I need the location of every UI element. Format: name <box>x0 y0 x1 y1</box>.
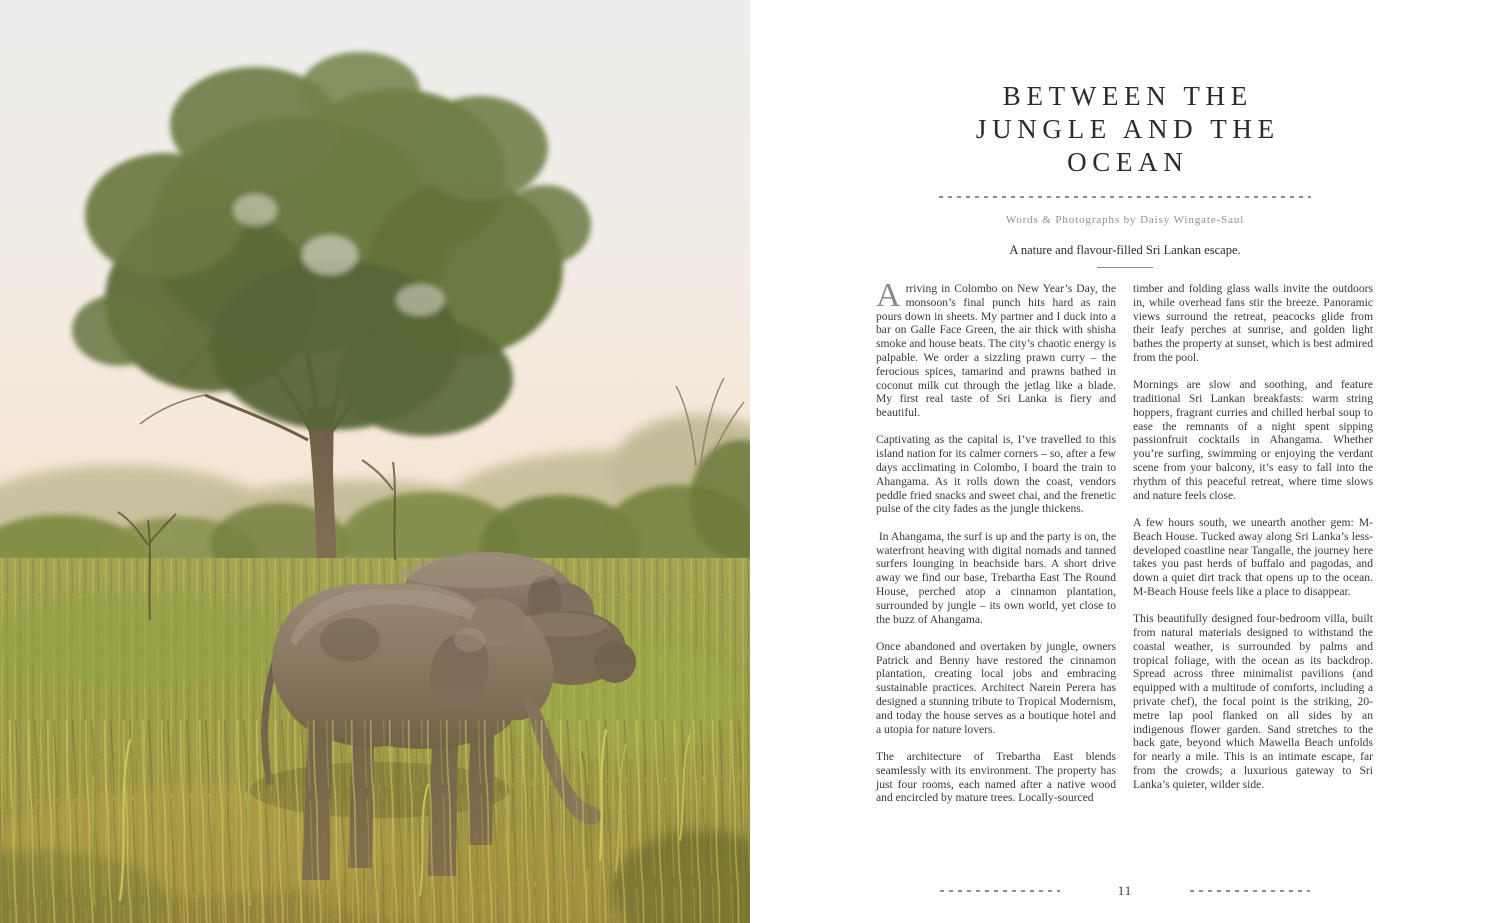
page-footer <box>750 883 1500 899</box>
standfirst-rule <box>1097 267 1153 268</box>
footer-dash-right <box>1190 890 1310 892</box>
paragraph: A few hours south, we unearth another gem: M-Beach House. Tucked away along Sri Lanka’s less-developed coastline near Tangalle, the journey here takes you past herds of buffalo and pagodas, and down a quiet dirt track that opens up to the ocean. M-Beach House feels like a place to disappear. <box>1133 515 1373 598</box>
paragraph: Captivating as the capital is, I’ve travelled to this island nation for its calmer corners – so, after a few days acclimating in Colombo, I board the train to Ahangama. As it rolls down the coast, vendors peddle fried snacks and sweet chai, and the frenetic pulse of the city fades as the jungle thickens. <box>876 433 1116 516</box>
column-left <box>876 277 1116 805</box>
paragraph: Arriving in Colombo on New Year’s Day, the monsoon’s final punch hits hard as rain pours down in sheets. My partner and I duck into a bar on Galle Face Green, the air thick with shisha smoke and house beats. The city’s chaotic energy is palpable. We order a sizzling prawn curry – the ferocious spices, tamarind and prawns bathed in coconut milk cut through the jetlag like a blade. My first real taste of Sri Lanka is fiery and beautiful. <box>876 277 1116 420</box>
article-header <box>750 80 1500 268</box>
standfirst: A nature and flavour-filled Sri Lankan escape. <box>1009 243 1241 257</box>
paragraph: This beautifully designed four-bedroom villa, built from natural materials designed to withstand the coastal weather, is surrounded by palms and tropical foliage, with the ocean as its backdrop. Spread across three minimalist pavilions (and equipped with a multitude of comforts, including a private chef), the focal point is the striking, 20-metre lap pool flanked on all sides by an indigenous flower garden. Sand stretches to the back gate, beyond which Mawella Beach unfolds for nearly a mile. This is an intimate escape, far from the crowds; a luxurious gateway to Sri Lanka’s quieter, wilder side. <box>1133 612 1373 791</box>
article-title <box>750 80 1500 179</box>
byline: Words & Photographs by Daisy Wingate-Saul <box>1005 214 1245 226</box>
title-line-3: OCEAN <box>1067 147 1189 177</box>
title-dashed-divider <box>939 196 1311 198</box>
paragraph: The architecture of Trebartha East blends seamlessly with its environment. The property has just four rooms, each named after a native wood and encircled by mature trees. Locally-sourced <box>876 749 1116 805</box>
article-page <box>750 0 1500 923</box>
page-number: 11 <box>1117 883 1133 898</box>
paragraph: Once abandoned and overtaken by jungle, owners Patrick and Benny have restored the cinnamon plantation, creating local jobs and embracing sustainable practices. Architect Narein Perera has designed a stunning tribute to Tropical Modernism, and today the house serves as a boutique hotel and a utopia for nature lovers. <box>876 639 1116 736</box>
paragraph: timber and folding glass walls invite the outdoors in, while overhead fans stir the breeze. Panoramic views surround the retreat, peacocks glide from their leafy perches at sunrise, and golden light bathes the property at sunset, which is best admired from the pool. <box>1133 282 1373 364</box>
title-line-1: BETWEEN THE <box>1002 81 1253 111</box>
title-line-2: JUNGLE AND THE <box>975 114 1280 144</box>
footer-dash-left <box>940 890 1060 892</box>
column-right <box>1133 282 1373 805</box>
paragraph: Mornings are slow and soothing, and feature traditional Sri Lankan breakfasts: warm string hoppers, fragrant curries and chilled herbal soup to ease the remnants of a night spent sipping passionfruit cocktails in Ahangama. Whether you’re surfing, swimming or enjoying the verdant scene from your balcony, it’s easy to fall into the rhythm of this peaceful retreat, where time slows and nature feels close. <box>1133 378 1373 502</box>
paragraph: In Ahangama, the surf is up and the party is on, the waterfront heaving with digital nomads and tanned surfers lounging in beachside bars. A short drive away we find our base, Trebartha East The Round House, perched atop a cinnamon plantation, surrounded by jungle – its own world, yet close to the buzz of Ahangama. <box>876 529 1116 626</box>
article-body <box>876 277 1374 805</box>
